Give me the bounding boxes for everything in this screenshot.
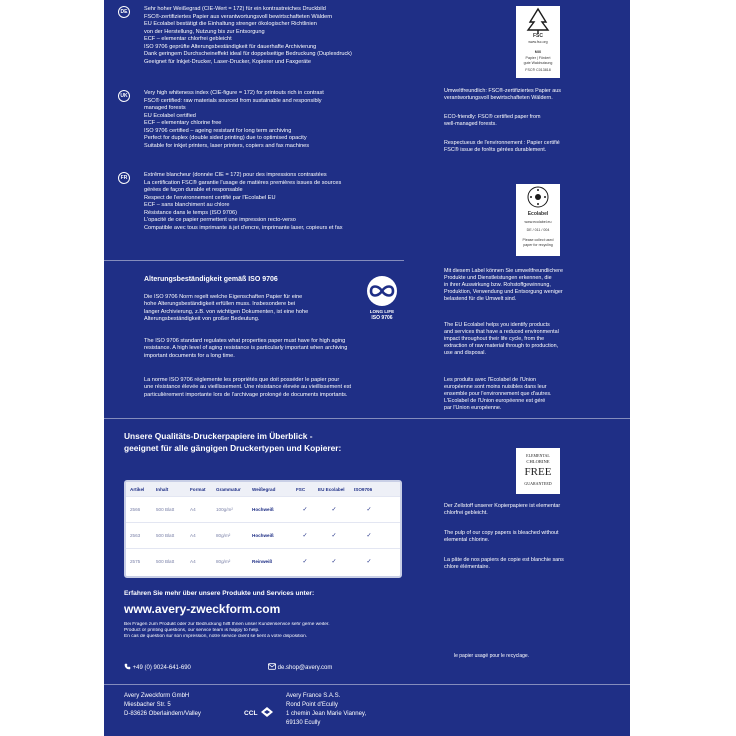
table-header-cell: Weißegrad xyxy=(252,486,276,492)
feature-line: Compatible avec tous imprimante à jet d'encre, imprimante laser, copieurs et fax xyxy=(144,224,343,231)
feature-line: ISO 9706 geprüfte Alterungsbeständigkeit für dauerhafte Archivierung xyxy=(144,43,317,50)
fsc-text-de xyxy=(444,88,630,102)
product-table xyxy=(124,480,402,578)
ccl-mark-icon xyxy=(259,706,275,718)
iso-line: The ISO 9706 standard regulates what properties paper must have for high aging xyxy=(144,338,346,344)
shop-email: de.shop@avery.com xyxy=(277,665,333,671)
overview-title-line: geeignet für alle gängigen Druckertypen und Kopierer: xyxy=(124,443,342,453)
feature-line: Perfect for duplex (double sided printing) due to optimised opacity xyxy=(144,135,307,141)
table-cell: 2563 xyxy=(130,533,141,538)
ecf-line: Der Zellstoff unserer Kopierpapiere ist elementar xyxy=(444,503,561,509)
right-column xyxy=(444,0,630,736)
fsc-line: Umweltfreundlich: FSC®-zertifiziertes Papier aus xyxy=(444,88,561,94)
feature-line: managed forests xyxy=(144,105,186,111)
table-cell: Hochweiß xyxy=(252,533,274,538)
address-line: Rond Point d'Ecully xyxy=(286,702,338,708)
feature-line: Résistance dans le temps (ISO 9706) xyxy=(144,209,237,216)
check-icon: ✓ xyxy=(331,507,337,513)
eco-line: L'Ecolabel de l'Union européenne est géré xyxy=(444,398,546,404)
table-header-cell: Format xyxy=(190,486,206,492)
iso-line: important documents for a long time. xyxy=(144,352,235,359)
check-icon: ✓ xyxy=(331,533,337,539)
table-cell: 500 Blatt xyxy=(156,533,175,538)
phone-number: +49 (0) 9024-641-690 xyxy=(132,665,191,671)
iso-section-title: Alterungsbeständigkeit gemäß ISO 9706 xyxy=(144,276,278,283)
eco-text-de xyxy=(444,268,630,303)
feature-line: Geeignet für Inkjet-Drucker, Laser-Drucker, Kopierer und Faxgeräte xyxy=(144,58,311,65)
ecf-line: The pulp of our copy papers is bleached without xyxy=(444,530,559,536)
table-cell: 500 Blatt xyxy=(156,507,175,512)
service-note xyxy=(124,622,424,641)
eco-line: extraction of raw material through to production, xyxy=(444,343,559,349)
feature-line: Very high whiteness index (CIE-figure = 172) for printouts rich in contrast xyxy=(144,90,324,96)
table-cell: Reinweiß xyxy=(252,559,273,564)
table-header-cell: EU Ecolabel xyxy=(318,486,345,492)
eco-logo-line: Please collect used xyxy=(522,238,554,242)
address-line: Miesbacher Str. 5 xyxy=(124,702,171,708)
ecf-logo-line: ELEMENTAL xyxy=(526,453,550,458)
eco-line: impact throughout their life cycle, from the xyxy=(444,336,545,342)
iso-logo-line2: ISO 9706 xyxy=(371,315,393,321)
eco-line: use and disposal. xyxy=(444,350,486,356)
overview-title-line: Unsere Qualitäts-Druckerpapiere im Überblick - xyxy=(124,431,313,441)
check-icon: ✓ xyxy=(302,559,308,565)
check-icon: ✓ xyxy=(302,533,308,539)
iso-line: particulièrement importante lors de l'archivage prolongé de documents importants. xyxy=(144,391,348,398)
contact-row xyxy=(124,663,424,673)
fsc-tree-icon xyxy=(516,6,560,36)
address-line: 1 chemin Jean Marie Vianney, xyxy=(286,711,367,717)
table-cell: A4 xyxy=(190,507,196,512)
check-icon: ✓ xyxy=(366,559,372,565)
table-cell: 80g/m² xyxy=(216,533,231,538)
feature-line: ISO 9706 certified – ageing resistant for long term archiving xyxy=(144,127,292,134)
feature-line: Extrême blancheur (donnée CIE = 172) pour des impressions contrastées xyxy=(144,172,327,178)
ecolabel-flower-icon xyxy=(516,184,560,212)
iso-line: langer Archivierung, z.B. von wichtigen Dokumenten, ist eine hohe xyxy=(144,308,309,315)
iso-line: Die ISO 9706 Norm regelt welche Eigenschaften Papier für eine xyxy=(144,294,303,300)
feature-line: gérées de façon durable et responsable xyxy=(144,187,243,193)
fsc-line: ECO-friendly: FSC® certified paper from xyxy=(444,114,541,120)
eco-line: Les produits avec l'Ecolabel de l'Union xyxy=(444,377,536,383)
eco-text-en xyxy=(444,322,630,357)
fsc-line: FSC® issue de forêts gérées durablement. xyxy=(444,147,547,153)
iso-line: une résistance élevée au vieillissement. Une résistance élevée au vieillissement est xyxy=(144,384,352,391)
recycle-note: le papier usagé pour le recyclage. xyxy=(454,653,530,659)
feature-line: Respect de l'environnement certifié par l'Ecolabel EU xyxy=(144,194,276,201)
lang-badge-uk: UK xyxy=(118,90,130,102)
feature-list-de xyxy=(144,6,404,66)
check-icon: ✓ xyxy=(366,507,372,513)
lang-badge-fr: FR xyxy=(118,172,130,184)
fsc-logo-line: MIX xyxy=(534,50,542,54)
iso-paragraph-de xyxy=(144,294,406,324)
eco-line: and services that have a reduced environmental xyxy=(444,329,559,335)
table-cell: 500 Blatt xyxy=(156,559,175,564)
ecf-text-fr xyxy=(444,557,630,571)
table-row xyxy=(126,522,400,548)
table-header-cell: Artikel xyxy=(130,486,145,492)
iso-line: resistance. A high level of aging resistance is particularly important when archiving xyxy=(144,345,348,352)
table-cell: 2575 xyxy=(130,559,141,564)
eco-line: in ihrer Auswirkung bzw. Rohstoffgewinnung, xyxy=(444,282,551,288)
table-cell: A4 xyxy=(190,559,196,564)
eu-ecolabel-logo xyxy=(516,184,560,256)
feature-line: Suitable for inkjet printers, laser printers, copiers and fax machines xyxy=(144,142,310,149)
fsc-text-en xyxy=(444,114,630,128)
fsc-line: well-managed forests. xyxy=(444,121,497,127)
overview-title xyxy=(124,430,341,454)
service-line: Product or printing questions, our service team is happy to help. xyxy=(124,628,260,634)
ccl-logo xyxy=(244,706,290,720)
iso-line: hohe Alterungsbeständigkeit erfüllen muss. Insbesondere bei xyxy=(144,301,296,308)
ecf-line: chlore élémentaire. xyxy=(444,564,490,570)
table-header-row xyxy=(126,482,400,496)
ecf-logo-line: GUARANTEED xyxy=(524,481,552,486)
table-header-cell: Grammatur xyxy=(216,486,241,492)
eco-line: par l'Union européenne. xyxy=(444,405,502,411)
feature-line: La certification FSC® garantie l'usage de matières premières issues de sources xyxy=(144,179,342,186)
phone-contact[interactable] xyxy=(124,663,191,671)
eco-logo-line: www.ecolabel.eu xyxy=(524,220,552,224)
table-cell: 2566 xyxy=(130,507,141,512)
back-of-packaging xyxy=(104,0,630,736)
feature-line: EU Ecolabel certified xyxy=(144,112,196,119)
shop-contact[interactable] xyxy=(268,663,332,671)
feature-line: FSC® certified: raw materials sourced from sustainable and responsibly xyxy=(144,97,322,104)
fsc-line: Respectueux de l'environnement : Papier certifié xyxy=(444,140,560,146)
ecf-line: chlorfrei gebleicht. xyxy=(444,510,488,516)
fsc-logo-line: www.fsc.org xyxy=(528,40,548,44)
feature-list-fr xyxy=(144,172,404,232)
service-line: Bei Fragen zum Produkt oder zur Bedruckung hilft Ihnen unser Kundenservice sehr gerne weiter. xyxy=(124,622,330,627)
check-icon: ✓ xyxy=(331,559,337,565)
table-cell: 100g/m² xyxy=(216,507,233,512)
address-line: D-83626 Oberlaindern/Valley xyxy=(124,711,201,717)
fsc-line: verantwortungsvoll bewirtschafteten Wäldern. xyxy=(444,95,553,101)
fsc-logo-line: Papier | Fördert xyxy=(525,56,551,60)
fsc-logo-line: FSC® C013818 xyxy=(525,68,551,72)
table-cell: 80g/m² xyxy=(216,559,231,564)
address-de xyxy=(124,692,201,719)
website-link[interactable]: www.avery-zweckform.com xyxy=(124,602,281,616)
ecf-logo-line: CHLORINE xyxy=(526,459,550,464)
feature-line: Sehr hoher Weißegrad (CIE-Wert = 172) für ein kontrastreiches Druckbild xyxy=(144,6,326,12)
feature-line: von der Herstellung, Nutzung bis zur Entsorgung xyxy=(144,28,265,35)
ecf-line: La pâte de nos papiers de copie est blanchie sans xyxy=(444,557,564,563)
check-icon: ✓ xyxy=(302,507,308,513)
left-column xyxy=(104,0,404,736)
eco-logo-line: paper for recycling xyxy=(523,243,553,247)
fsc-logo-line: FSC xyxy=(533,33,543,39)
table-header-cell: Inhalt xyxy=(156,486,169,492)
eco-line: ensemble pour l'environnement que d'autres. xyxy=(444,391,552,397)
address-fr xyxy=(286,692,366,728)
feature-line: Dank geringem Durchscheineffekt ideal für doppelseitige Bedruckung (Duplexdruck) xyxy=(144,51,352,57)
fsc-logo-line: gute Waldnutzung xyxy=(523,61,553,65)
fsc-text-fr xyxy=(444,140,630,154)
feature-line: EU Ecolabel bestätigt die Einhaltung strenger ökologischer Richtlinien xyxy=(144,21,317,27)
lang-badge-de: DE xyxy=(118,6,130,18)
iso-line: Alterungsbeständigkeit von großer Bedeutung. xyxy=(144,316,260,323)
feature-line: ECF – elementary chlorine free xyxy=(144,120,222,126)
feature-line: ECF – elementar chlorfrei gebleicht xyxy=(144,36,232,42)
ecf-logo-line: FREE xyxy=(524,466,552,478)
table-row xyxy=(126,496,400,522)
ecf-line: elemental chlorine. xyxy=(444,537,490,543)
ecf-text-en xyxy=(444,530,630,544)
phone-icon xyxy=(124,663,131,670)
table-cell: A4 xyxy=(190,533,196,538)
table-header-cell: ISO9706 xyxy=(354,486,373,492)
feature-line: ECF – sans blanchiment au chlore xyxy=(144,202,230,208)
feature-list-uk xyxy=(144,90,404,150)
iso-line: La norme ISO 9706 réglemente les propriétés que doit posséder le papier pour xyxy=(144,377,340,383)
feature-line: L'opacité de ce papier permettent une impression recto-verso xyxy=(144,217,296,223)
iso-paragraph-en xyxy=(144,338,406,360)
info-line: Erfahren Sie mehr über unsere Produkte und Services unter: xyxy=(124,590,315,597)
fsc-logo xyxy=(516,6,560,78)
eco-text-fr xyxy=(444,377,630,412)
address-line: Avery Zweckform GmbH xyxy=(124,693,190,699)
service-line: En cas de question sur son impression, notre service client se tient à votre disposition. xyxy=(124,634,308,640)
eco-logo-line: DE / 011 / 004 xyxy=(526,228,550,232)
eco-line: Mit diesem Label können Sie umweltfreundlichere xyxy=(444,268,563,274)
eco-line: belastend für die Umwelt sind. xyxy=(444,296,517,302)
ccl-text: CCL xyxy=(244,710,258,717)
section-divider xyxy=(104,260,404,261)
ecf-text-de xyxy=(444,503,630,517)
eco-logo-line: Ecolabel xyxy=(527,211,549,217)
iso-logo-line1: LONG LIFE xyxy=(369,309,395,314)
eco-line: The EU Ecolabel helps you identify products xyxy=(444,322,550,328)
feature-line: FSC®-zertifiziertes Papier aus verantwortungsvoll bewirtschafteten Wäldern xyxy=(144,13,333,20)
address-line: 69130 Ecully xyxy=(286,720,321,726)
ecf-logo xyxy=(516,448,560,494)
address-line: Avery France S.A.S. xyxy=(286,693,341,699)
eco-line: Produkte und Dienstleistungen erkennen, die xyxy=(444,275,552,281)
mail-icon xyxy=(268,663,276,670)
table-cell: Hochweiß xyxy=(252,507,274,512)
table-row xyxy=(126,548,400,574)
check-icon: ✓ xyxy=(366,533,372,539)
eco-line: européenne sont moins nuisibles dans leur xyxy=(444,384,547,390)
iso-paragraph-fr xyxy=(144,377,406,399)
table-header-cell: FSC xyxy=(296,486,306,492)
eco-line: Produktion, Verwendung und Entsorgung weniger xyxy=(444,289,563,295)
